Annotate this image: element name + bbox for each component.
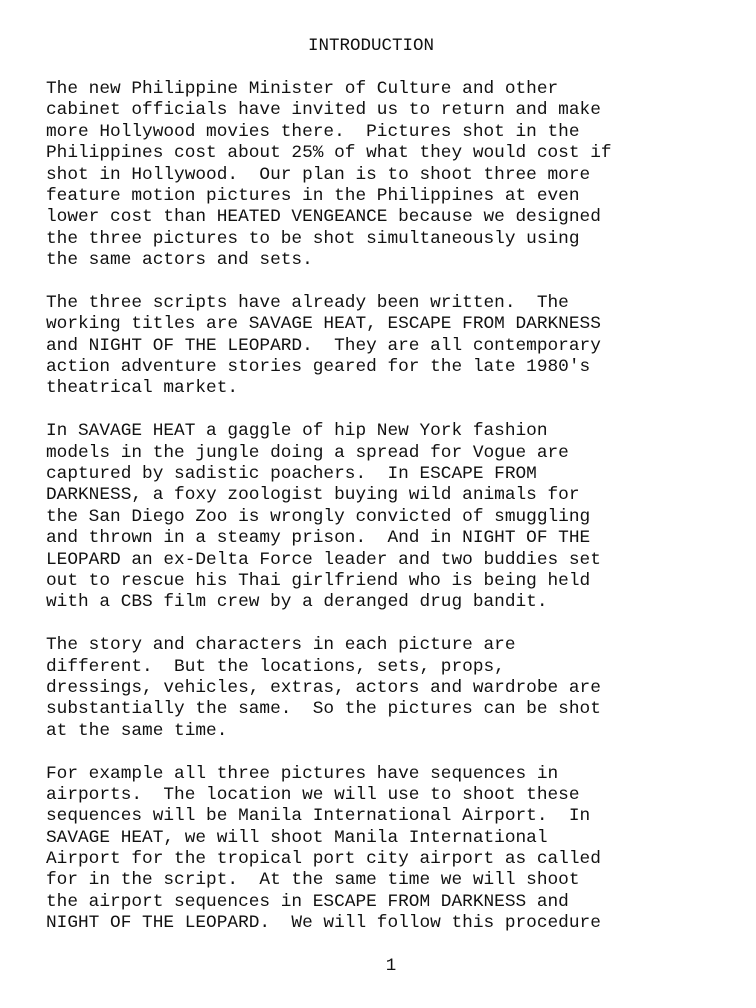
text-line: for in the script. At the same time we will shoot bbox=[46, 870, 580, 891]
text-line: dressings, vehicles, extras, actors and wardrobe are bbox=[46, 677, 601, 698]
text-line: working titles are SAVAGE HEAT, ESCAPE FROM DARKNESS bbox=[46, 314, 601, 335]
text-line: Philippines cost about 25% of what they would cost if bbox=[46, 143, 612, 164]
text-line: cabinet officials have invited us to return and make bbox=[46, 100, 601, 121]
text-line: captured by sadistic poachers. In ESCAPE FROM bbox=[46, 464, 537, 485]
text-line: the three pictures to be shot simultaneously using bbox=[46, 228, 580, 249]
text-line: the same actors and sets. bbox=[46, 250, 313, 271]
text-line: The new Philippine Minister of Culture and other bbox=[46, 79, 559, 99]
text-line: with a CBS film crew by a deranged drug bandit. bbox=[46, 592, 548, 613]
text-line: sequences will be Manila International Airport. In bbox=[46, 806, 591, 827]
paragraph-2 bbox=[46, 293, 746, 400]
text-line: Airport for the tropical port city airport as called bbox=[46, 849, 601, 870]
page-number: 1 bbox=[385, 956, 397, 976]
text-line: airports. The location we will use to shoot these bbox=[46, 784, 580, 805]
text-line: and NIGHT OF THE LEOPARD. They are all contemporary bbox=[46, 335, 601, 356]
text-line: the airport sequences in ESCAPE FROM DARKNESS and bbox=[46, 891, 569, 912]
paragraph-1 bbox=[46, 79, 746, 272]
text-line: lower cost than HEATED VENGEANCE because we designed bbox=[46, 207, 601, 228]
text-line: more Hollywood movies there. Pictures shot in the bbox=[46, 121, 580, 142]
text-line: and thrown in a steamy prison. And in NIGHT OF THE bbox=[46, 528, 591, 549]
page-title: INTRODUCTION bbox=[307, 36, 435, 56]
text-line: different. But the locations, sets, props, bbox=[46, 656, 505, 677]
paragraph-3 bbox=[46, 421, 746, 614]
text-line: shot in Hollywood. Our plan is to shoot three more bbox=[46, 164, 591, 185]
text-line: feature motion pictures in the Philippines at even bbox=[46, 185, 580, 206]
text-line: For example all three pictures have sequences in bbox=[46, 763, 559, 784]
text-line: action adventure stories geared for the late 1980's bbox=[46, 357, 591, 378]
text-line: The story and characters in each picture are bbox=[46, 635, 516, 656]
text-line: theatrical market. bbox=[46, 378, 239, 399]
text-line: at the same time. bbox=[46, 720, 228, 741]
document-body bbox=[46, 79, 746, 956]
text-line: LEOPARD an ex-Delta Force leader and two buddies set bbox=[46, 549, 601, 570]
paragraph-4 bbox=[46, 635, 746, 742]
text-line: In SAVAGE HEAT a gaggle of hip New York fashion bbox=[46, 421, 548, 442]
text-line: substantially the same. So the pictures can be shot bbox=[46, 699, 601, 720]
text-line: the San Diego Zoo is wrongly convicted of smuggling bbox=[46, 506, 591, 527]
text-line: out to rescue his Thai girlfriend who is being held bbox=[46, 570, 591, 591]
text-line: NIGHT OF THE LEOPARD. We will follow this procedure bbox=[46, 913, 601, 934]
text-line: models in the jungle doing a spread for Vogue are bbox=[46, 442, 569, 463]
text-line: The three scripts have already been written. The bbox=[46, 292, 569, 313]
text-line: SAVAGE HEAT, we will shoot Manila International bbox=[46, 827, 548, 848]
text-line: DARKNESS, a foxy zoologist buying wild animals for bbox=[46, 485, 580, 506]
paragraph-5 bbox=[46, 764, 746, 935]
